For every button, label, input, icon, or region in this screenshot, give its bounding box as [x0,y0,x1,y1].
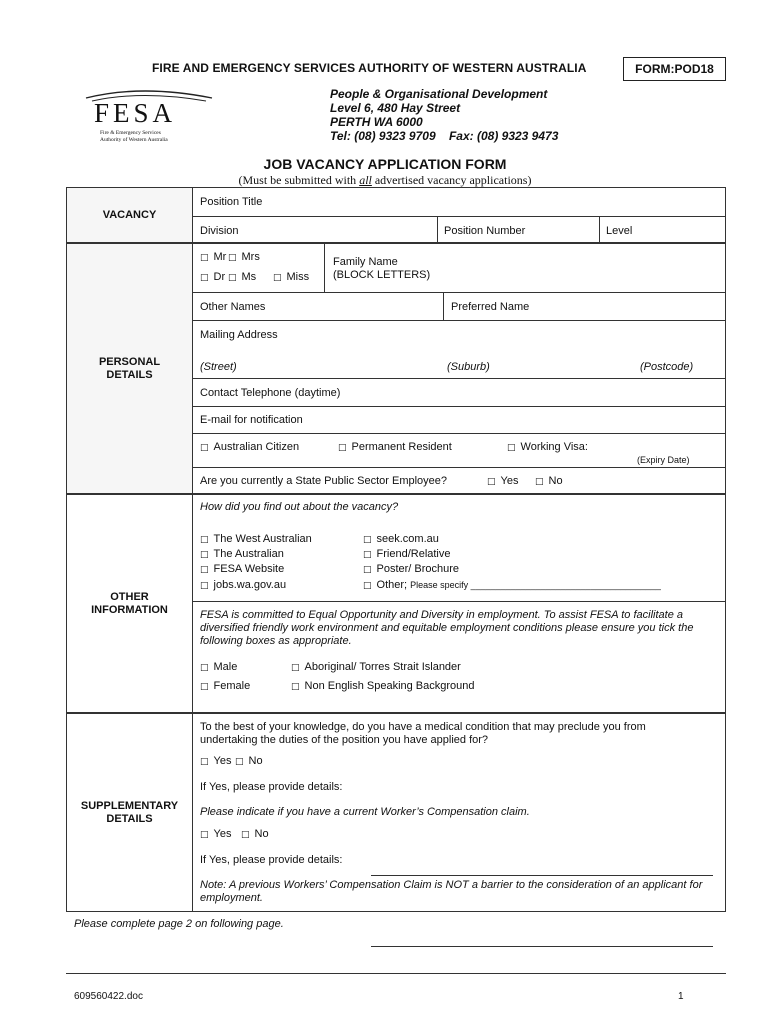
checkbox-icon: □ [363,550,372,560]
supplementary-content [193,714,725,913]
details-underline [371,875,713,876]
footer-divider [66,973,726,974]
eeo-statement: FESA is committed to Equal Opportunity and Diversity in employment. To assist FESA to facilitate a diversified friendly work environment and equitable employment conditions please ensure you tick the following boxes as appropriate. [200,609,694,647]
checkbox-icon: □ [363,565,372,575]
checkbox-icon: □ [200,550,209,560]
medical-no-checkbox[interactable]: □ No [235,755,263,767]
checkbox-icon: □ [200,273,209,283]
source-seek-checkbox[interactable]: □ seek.com.au [363,533,439,545]
medical-details-field[interactable]: If Yes, please provide details: [200,781,343,793]
checkbox-icon: □ [200,663,209,673]
vacancy-section [66,187,726,243]
state-employee-yes-checkbox[interactable]: □ Yes [487,475,519,487]
title-miss-checkbox[interactable]: □ Miss [273,271,310,283]
checkbox-icon: □ [291,682,300,692]
title-dr-checkbox[interactable]: □ Dr [200,271,226,283]
other-names-field[interactable]: Other Names [200,301,266,313]
checkbox-icon: □ [338,443,347,453]
checkbox-icon: □ [200,535,209,545]
other-information-label: OTHER INFORMATION [67,495,193,712]
source-jobs-wa-checkbox[interactable]: □ jobs.wa.gov.au [200,579,287,591]
vacancy-source-row: How did you find out about the vacancy? □ The West Australian □ The Australian □ FESA Website □ jobs.wa.gov.au □ seek.com.au □ Friend/Relative □ Poster/ Brochure □ Other; Please specify ______________________________________ [200,501,661,591]
names-row [193,292,725,320]
family-name-field[interactable]: Family Name (BLOCK LETTERS) [324,244,725,292]
checkbox-icon: □ [235,757,244,767]
mailing-address-field[interactable]: Mailing Address (Street) (Suburb) (Postcode) [193,320,725,378]
document-filename: 609560422.doc [74,991,143,1002]
logo-wordmark: FESA [94,98,177,128]
checkbox-icon: □ [228,253,237,263]
state-employee-no-checkbox[interactable]: □ No [535,475,563,487]
australian-citizen-checkbox[interactable]: □ Australian Citizen [200,441,300,453]
source-other-checkbox[interactable]: □ Other; Please specify ______________________________________ [363,579,661,591]
checkbox-icon: □ [200,253,209,263]
svg-text:Fire & Emergency Services: Fire & Emergency Services [100,130,161,136]
telephone-field[interactable]: Contact Telephone (daytime) [193,378,725,406]
title-ms-checkbox[interactable]: □ Ms [228,271,257,283]
position-number-field[interactable]: Position Number [437,217,599,243]
compensation-no-checkbox[interactable]: □ No [241,828,269,840]
supplementary-details-label: SUPPLEMENTARY DETAILS [67,714,193,911]
division-row [193,216,725,243]
continue-note: Please complete page 2 on following page. [74,918,284,930]
compensation-yes-checkbox[interactable]: □ Yes [200,828,232,840]
division-field[interactable]: Division [200,225,239,237]
page-number: 1 [678,991,684,1002]
email-field[interactable]: E-mail for notification [193,406,725,433]
checkbox-icon: □ [200,581,209,591]
checkbox-icon: □ [200,757,209,767]
checkbox-icon: □ [241,830,250,840]
checkbox-icon: □ [363,581,372,591]
address-block: People & Organisational Development Level 6, 480 Hay Street PERTH WA 6000 Tel: (08) 9323 9709 Fax: (08) 9323 9473 [330,87,559,143]
name-row [193,244,725,292]
checkbox-icon: □ [200,443,209,453]
checkbox-icon: □ [507,443,516,453]
female-checkbox[interactable]: □ Female [200,680,251,692]
checkbox-icon: □ [200,565,209,575]
permanent-resident-checkbox[interactable]: □ Permanent Resident [338,441,452,453]
vacancy-label: VACANCY [67,188,193,242]
checkbox-icon: □ [363,535,372,545]
logo-swoosh-icon [80,86,220,146]
eeo-row [193,601,725,713]
checkbox-icon: □ [228,273,237,283]
source-poster-checkbox[interactable]: □ Poster/ Brochure [363,563,460,575]
medical-yes-checkbox[interactable]: □ Yes [200,755,232,767]
source-australian-checkbox[interactable]: □ The Australian [200,548,284,560]
form-code: FORM:POD18 [623,57,726,81]
please-specify-field[interactable]: Please specify ______________________________________ [410,580,661,590]
title-mr-checkbox[interactable]: □ Mr [200,251,227,263]
medical-question: To the best of your knowledge, do you have a medical condition that may preclude you from undertaking the duties of the position you have applied for? [200,721,646,746]
title-mrs-checkbox[interactable]: □ Mrs [228,251,260,263]
source-fesa-website-checkbox[interactable]: □ FESA Website [200,563,285,575]
expiry-date-label: (Expiry Date) [637,455,690,465]
personal-details-section [66,243,726,494]
other-information-section [66,494,726,713]
male-checkbox[interactable]: □ Male [200,661,238,673]
form-title: JOB VACANCY APPLICATION FORM [263,156,507,172]
checkbox-icon: □ [273,273,282,283]
checkbox-icon: □ [200,830,209,840]
checkbox-icon: □ [291,663,300,673]
personal-details-label: PERSONAL DETAILS [67,244,193,493]
checkbox-icon: □ [200,682,209,692]
svg-text:Authority of Western Australia: Authority of Western Australia [100,137,168,143]
nesb-checkbox[interactable]: □ Non English Speaking Background [291,680,475,692]
form-subtitle: (Must be submitted with all advertised vacancy applications) [238,173,532,187]
fesa-logo [80,86,220,146]
state-employee-row: Are you currently a State Public Sector Employee? □ Yes □ No [193,467,725,494]
supplementary-details-section [66,713,726,912]
compensation-note: Note: A previous Workers’ Compensation Claim is NOT a barrier to the consideration of an applicant for employment. [200,879,703,904]
compensation-question: Please indicate if you have a current Worker’s Compensation claim. [200,806,530,818]
working-visa-checkbox[interactable]: □ Working Visa: [507,441,588,453]
residency-row [193,433,725,467]
source-friend-checkbox[interactable]: □ Friend/Relative [363,548,451,560]
level-field[interactable]: Level [599,217,725,243]
checkbox-icon: □ [487,477,496,487]
preferred-name-field[interactable]: Preferred Name [443,293,725,320]
aboriginal-checkbox[interactable]: □ Aboriginal/ Torres Strait Islander [291,661,461,673]
signature-line [371,946,713,947]
checkbox-icon: □ [535,477,544,487]
position-title-field[interactable]: Position Title [200,196,263,208]
compensation-details-field[interactable]: If Yes, please provide details: [200,854,343,866]
authority-title: FIRE AND EMERGENCY SERVICES AUTHORITY OF WESTERN AUSTRALIA [152,61,587,75]
source-west-australian-checkbox[interactable]: □ The West Australian [200,533,312,545]
